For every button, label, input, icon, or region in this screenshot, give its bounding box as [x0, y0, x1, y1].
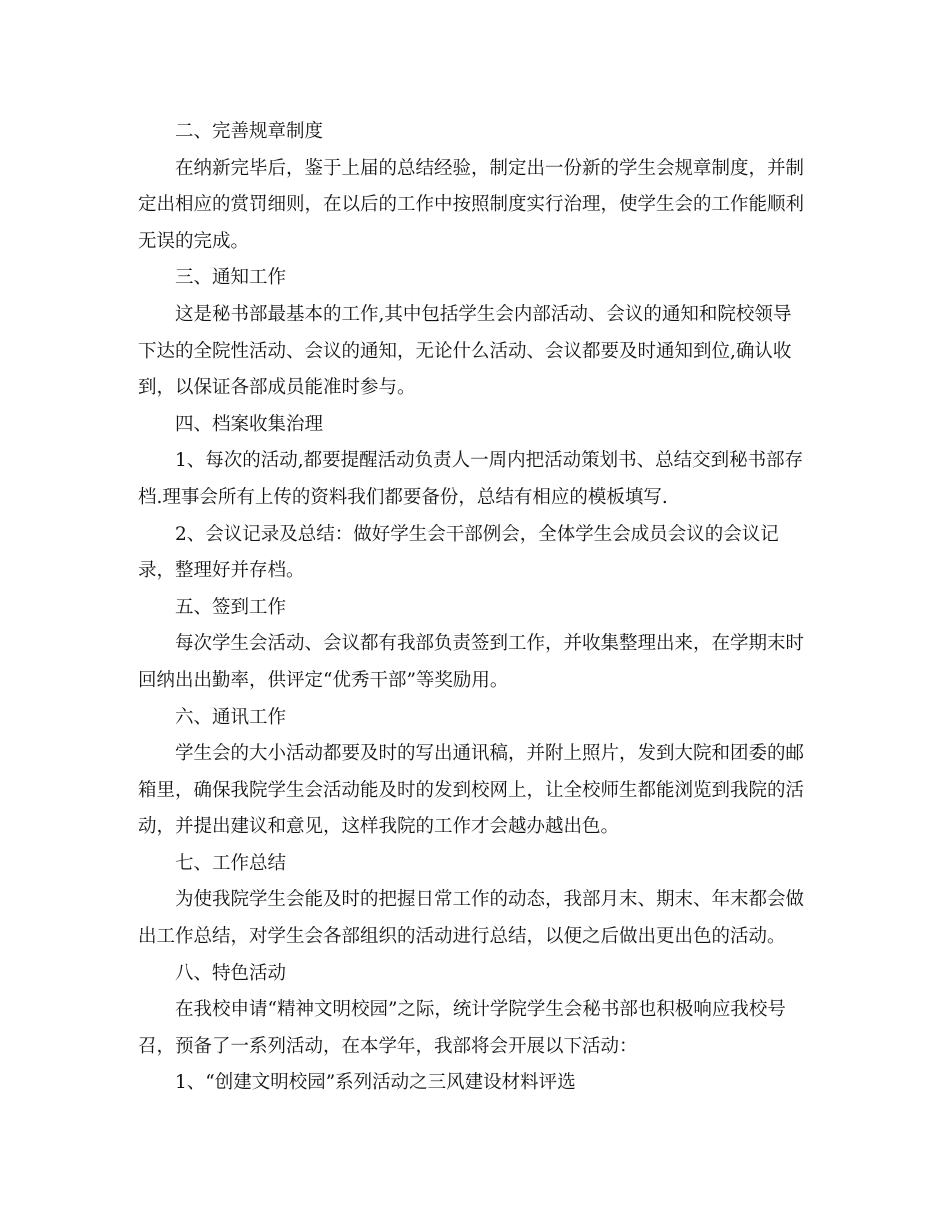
text-line: 二、完善规章制度 — [175, 121, 324, 142]
text-line: 五、签到工作 — [175, 596, 287, 618]
text-line: 七、工作总结 — [175, 852, 287, 874]
text-line: 学生会的大小活动都要及时的写出通讯稿，并附上照片，发到大院和团委的邮 — [175, 743, 805, 765]
text-line: 八、特色活动 — [175, 962, 287, 984]
text-line: 三、通知工作 — [175, 267, 287, 289]
text-line: 在纳新完毕后，鉴于上届的总结经验，制定出一份新的学生会规章制度，并制 — [175, 157, 805, 179]
document-page — [138, 114, 813, 1102]
text-line: 召，预备了一系列活动，在本学年，我部将会开展以下活动： — [138, 1035, 638, 1057]
text-line: 动，并提出建议和意见，这样我院的工作才会越办越出色。 — [138, 816, 620, 838]
text-line: 下达的全院性活动、会议的通知，无论什么活动、会议都要及时通知到位,确认收 — [138, 340, 792, 362]
text-line: 无误的完成。 — [138, 230, 250, 252]
text-line: 箱里，确保我院学生会活动能及时的发到校网上，让全校师生都能浏览到我院的活 — [138, 779, 805, 801]
text-line: 到，以保证各部成员能准时参与。 — [138, 377, 416, 399]
text-line: 四、档案收集治理 — [175, 413, 324, 435]
text-line: 在我校申请“精神文明校园”之际，统计学院学生会秘书部也积极响应我校号 — [175, 999, 786, 1021]
text-line: 定出相应的赏罚细则，在以后的工作中按照制度实行治理，使学生会的工作能顺利 — [138, 194, 805, 216]
text-line: 六、通讯工作 — [175, 706, 287, 728]
text-line: 出工作总结，对学生会各部组织的活动进行总结，以便之后做出更出色的活动。 — [138, 926, 786, 948]
text-line: 档.理事会所有上传的资料我们都要备份，总结有相应的模板填写. — [138, 486, 668, 508]
text-line: 2、会议记录及总结：做好学生会干部例会，全体学生会成员会议的会议记 — [175, 523, 779, 545]
text-line: 1、“创建文明校园”系列活动之三风建设材料评选 — [175, 1072, 576, 1094]
text-line: 为使我院学生会能及时的把握日常工作的动态，我部月末、期末、年末都会做 — [175, 889, 805, 911]
text-line: 这是秘书部最基本的工作,其中包括学生会内部活动、会议的通知和院校领导 — [175, 303, 792, 325]
text-line: 录，整理好并存档。 — [138, 560, 305, 582]
text-line: 回纳出出勤率，供评定“优秀干部”等奖励用。 — [138, 669, 509, 691]
text-line: 1、每次的活动,都要提醒活动负责人一周内把活动策划书、总结交到秘书部存 — [175, 450, 804, 472]
text-line: 每次学生会活动、会议都有我部负责签到工作，并收集整理出来，在学期末时 — [175, 633, 805, 655]
